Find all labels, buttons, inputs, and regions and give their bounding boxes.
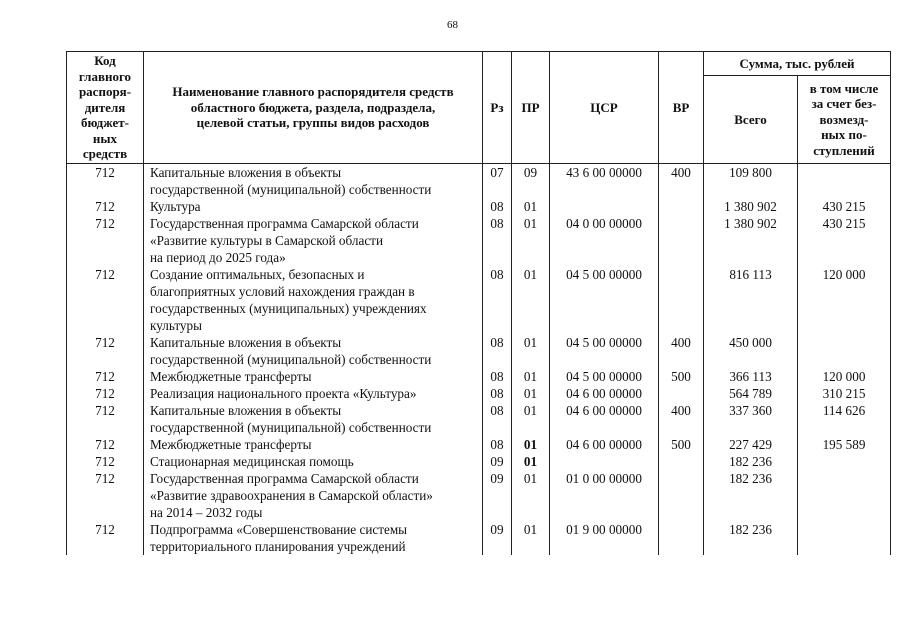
page-number: 68 xyxy=(447,19,458,31)
table-row xyxy=(67,470,891,521)
row-code: 712 xyxy=(67,436,144,453)
row-grants xyxy=(798,453,891,470)
table-row xyxy=(67,198,891,215)
row-name xyxy=(144,163,483,198)
row-name-line: Создание оптимальных, безопасных и xyxy=(150,266,365,282)
row-grants: 430 215 xyxy=(798,198,891,215)
row-code: 712 xyxy=(67,385,144,402)
table-row xyxy=(67,163,891,198)
table-row xyxy=(67,334,891,368)
row-csr xyxy=(550,198,659,215)
row-name xyxy=(144,402,483,436)
row-total: 337 360 xyxy=(704,402,798,436)
row-rz: 09 xyxy=(483,521,512,555)
row-grants xyxy=(798,334,891,368)
header-grants: в том числе за счет без- возмезд- ных по- ступлений xyxy=(798,76,891,164)
table-row xyxy=(67,385,891,402)
row-vr xyxy=(659,198,704,215)
row-total: 182 236 xyxy=(704,470,798,521)
row-vr: 400 xyxy=(659,163,704,198)
row-rz: 08 xyxy=(483,198,512,215)
row-code: 712 xyxy=(67,402,144,436)
row-pr: 01 xyxy=(512,521,550,555)
row-code: 712 xyxy=(67,453,144,470)
row-name-line: Государственная программа Самарской области xyxy=(150,470,419,486)
row-rz: 07 xyxy=(483,163,512,198)
table-header xyxy=(67,52,891,164)
row-total: 450 000 xyxy=(704,334,798,368)
header-pr: ПР xyxy=(512,52,550,164)
row-code: 712 xyxy=(67,266,144,334)
row-code: 712 xyxy=(67,334,144,368)
row-vr: 400 xyxy=(659,334,704,368)
row-total: 1 380 902 xyxy=(704,215,798,266)
row-name-line: Капитальные вложения в объекты xyxy=(150,334,342,350)
header-name: Наименование главного распорядителя средств областного бюджета, раздела, подраздела, целевой статьи, группы видов расходов xyxy=(144,52,483,164)
row-vr xyxy=(659,470,704,521)
row-code: 712 xyxy=(67,163,144,198)
row-grants xyxy=(798,470,891,521)
row-name-line: благоприятных условий нахождения граждан в xyxy=(150,283,415,299)
row-pr: 01 xyxy=(512,453,550,470)
row-pr: 01 xyxy=(512,470,550,521)
row-name xyxy=(144,521,483,555)
row-pr: 01 xyxy=(512,266,550,334)
row-grants: 195 589 xyxy=(798,436,891,453)
row-csr: 43 6 00 00000 xyxy=(550,163,659,198)
row-pr: 01 xyxy=(512,368,550,385)
row-total: 227 429 xyxy=(704,436,798,453)
row-name-line: территориального планирования учреждений xyxy=(150,538,406,554)
row-rz: 08 xyxy=(483,266,512,334)
row-name-line: Межбюджетные трансферты xyxy=(150,368,312,384)
table-row xyxy=(67,453,891,470)
row-name-line: на период до 2025 года» xyxy=(150,249,286,265)
row-grants: 120 000 xyxy=(798,368,891,385)
row-name xyxy=(144,266,483,334)
row-code: 712 xyxy=(67,198,144,215)
row-grants xyxy=(798,521,891,555)
header-vr: ВР xyxy=(659,52,704,164)
row-grants: 430 215 xyxy=(798,215,891,266)
header-csr: ЦСР xyxy=(550,52,659,164)
row-name xyxy=(144,470,483,521)
row-name-line: культуры xyxy=(150,317,202,333)
row-name-line: Стационарная медицинская помощь xyxy=(150,453,354,469)
row-csr: 04 0 00 00000 xyxy=(550,215,659,266)
row-name-line: государственной (муниципальной) собственности xyxy=(150,181,432,197)
row-grants: 120 000 xyxy=(798,266,891,334)
budget-table xyxy=(66,51,891,555)
row-code: 712 xyxy=(67,368,144,385)
row-code: 712 xyxy=(67,470,144,521)
table-row xyxy=(67,266,891,334)
row-rz: 08 xyxy=(483,402,512,436)
row-csr: 04 5 00 00000 xyxy=(550,334,659,368)
row-total: 109 800 xyxy=(704,163,798,198)
row-name xyxy=(144,215,483,266)
row-pr: 01 xyxy=(512,215,550,266)
row-name xyxy=(144,198,483,215)
table-row xyxy=(67,402,891,436)
row-name-line: Подпрограмма «Совершенствование системы xyxy=(150,521,408,537)
row-rz: 09 xyxy=(483,470,512,521)
table-body xyxy=(67,163,891,555)
row-total: 182 236 xyxy=(704,453,798,470)
row-name-line: государственной (муниципальной) собственности xyxy=(150,351,432,367)
row-name-line: «Развитие здравоохранения в Самарской области» xyxy=(150,487,433,503)
row-grants: 310 215 xyxy=(798,385,891,402)
row-name-line: Капитальные вложения в объекты xyxy=(150,402,342,418)
row-vr xyxy=(659,385,704,402)
header-code: Код главного распоря- дителя бюджет- ных средств xyxy=(67,52,144,164)
row-rz: 08 xyxy=(483,368,512,385)
row-name xyxy=(144,385,483,402)
row-csr xyxy=(550,453,659,470)
table-row xyxy=(67,436,891,453)
row-pr: 09 xyxy=(512,163,550,198)
row-rz: 09 xyxy=(483,453,512,470)
row-total: 816 113 xyxy=(704,266,798,334)
row-csr: 04 6 00 00000 xyxy=(550,436,659,453)
row-name xyxy=(144,368,483,385)
table-row xyxy=(67,521,891,555)
row-csr: 04 6 00 00000 xyxy=(550,402,659,436)
row-vr xyxy=(659,266,704,334)
table-row xyxy=(67,368,891,385)
row-name xyxy=(144,334,483,368)
row-name xyxy=(144,453,483,470)
row-rz: 08 xyxy=(483,215,512,266)
row-code: 712 xyxy=(67,215,144,266)
row-name xyxy=(144,436,483,453)
row-grants xyxy=(798,163,891,198)
row-name-line: Капитальные вложения в объекты xyxy=(150,164,342,180)
table-row xyxy=(67,215,891,266)
header-sum-group: Сумма, тыс. рублей xyxy=(704,52,891,76)
row-vr: 400 xyxy=(659,402,704,436)
row-vr: 500 xyxy=(659,436,704,453)
row-name-line: Государственная программа Самарской области xyxy=(150,215,419,231)
row-pr: 01 xyxy=(512,334,550,368)
row-name-line: Реализация национального проекта «Культура» xyxy=(150,385,417,401)
row-pr: 01 xyxy=(512,385,550,402)
row-csr: 04 5 00 00000 xyxy=(550,368,659,385)
row-vr xyxy=(659,521,704,555)
row-vr: 500 xyxy=(659,368,704,385)
row-name-line: Культура xyxy=(150,198,201,214)
row-csr: 04 6 00 00000 xyxy=(550,385,659,402)
header-total: Всего xyxy=(704,76,798,164)
row-name-line: «Развитие культуры в Самарской области xyxy=(150,232,384,248)
row-csr: 01 9 00 00000 xyxy=(550,521,659,555)
row-csr: 04 5 00 00000 xyxy=(550,266,659,334)
row-vr xyxy=(659,215,704,266)
row-name-line: государственной (муниципальной) собственности xyxy=(150,419,432,435)
row-total: 1 380 902 xyxy=(704,198,798,215)
row-name-line: на 2014 – 2032 годы xyxy=(150,504,263,520)
row-pr: 01 xyxy=(512,198,550,215)
row-pr: 01 xyxy=(512,436,550,453)
row-vr xyxy=(659,453,704,470)
row-grants: 114 626 xyxy=(798,402,891,436)
row-csr: 01 0 00 00000 xyxy=(550,470,659,521)
row-total: 564 789 xyxy=(704,385,798,402)
row-name-line: государственных (муниципальных) учреждениях xyxy=(150,300,427,316)
row-total: 366 113 xyxy=(704,368,798,385)
row-rz: 08 xyxy=(483,436,512,453)
row-name-line: Межбюджетные трансферты xyxy=(150,436,312,452)
row-rz: 08 xyxy=(483,385,512,402)
row-pr: 01 xyxy=(512,402,550,436)
row-code: 712 xyxy=(67,521,144,555)
header-rz: Рз xyxy=(483,52,512,164)
row-total: 182 236 xyxy=(704,521,798,555)
row-rz: 08 xyxy=(483,334,512,368)
